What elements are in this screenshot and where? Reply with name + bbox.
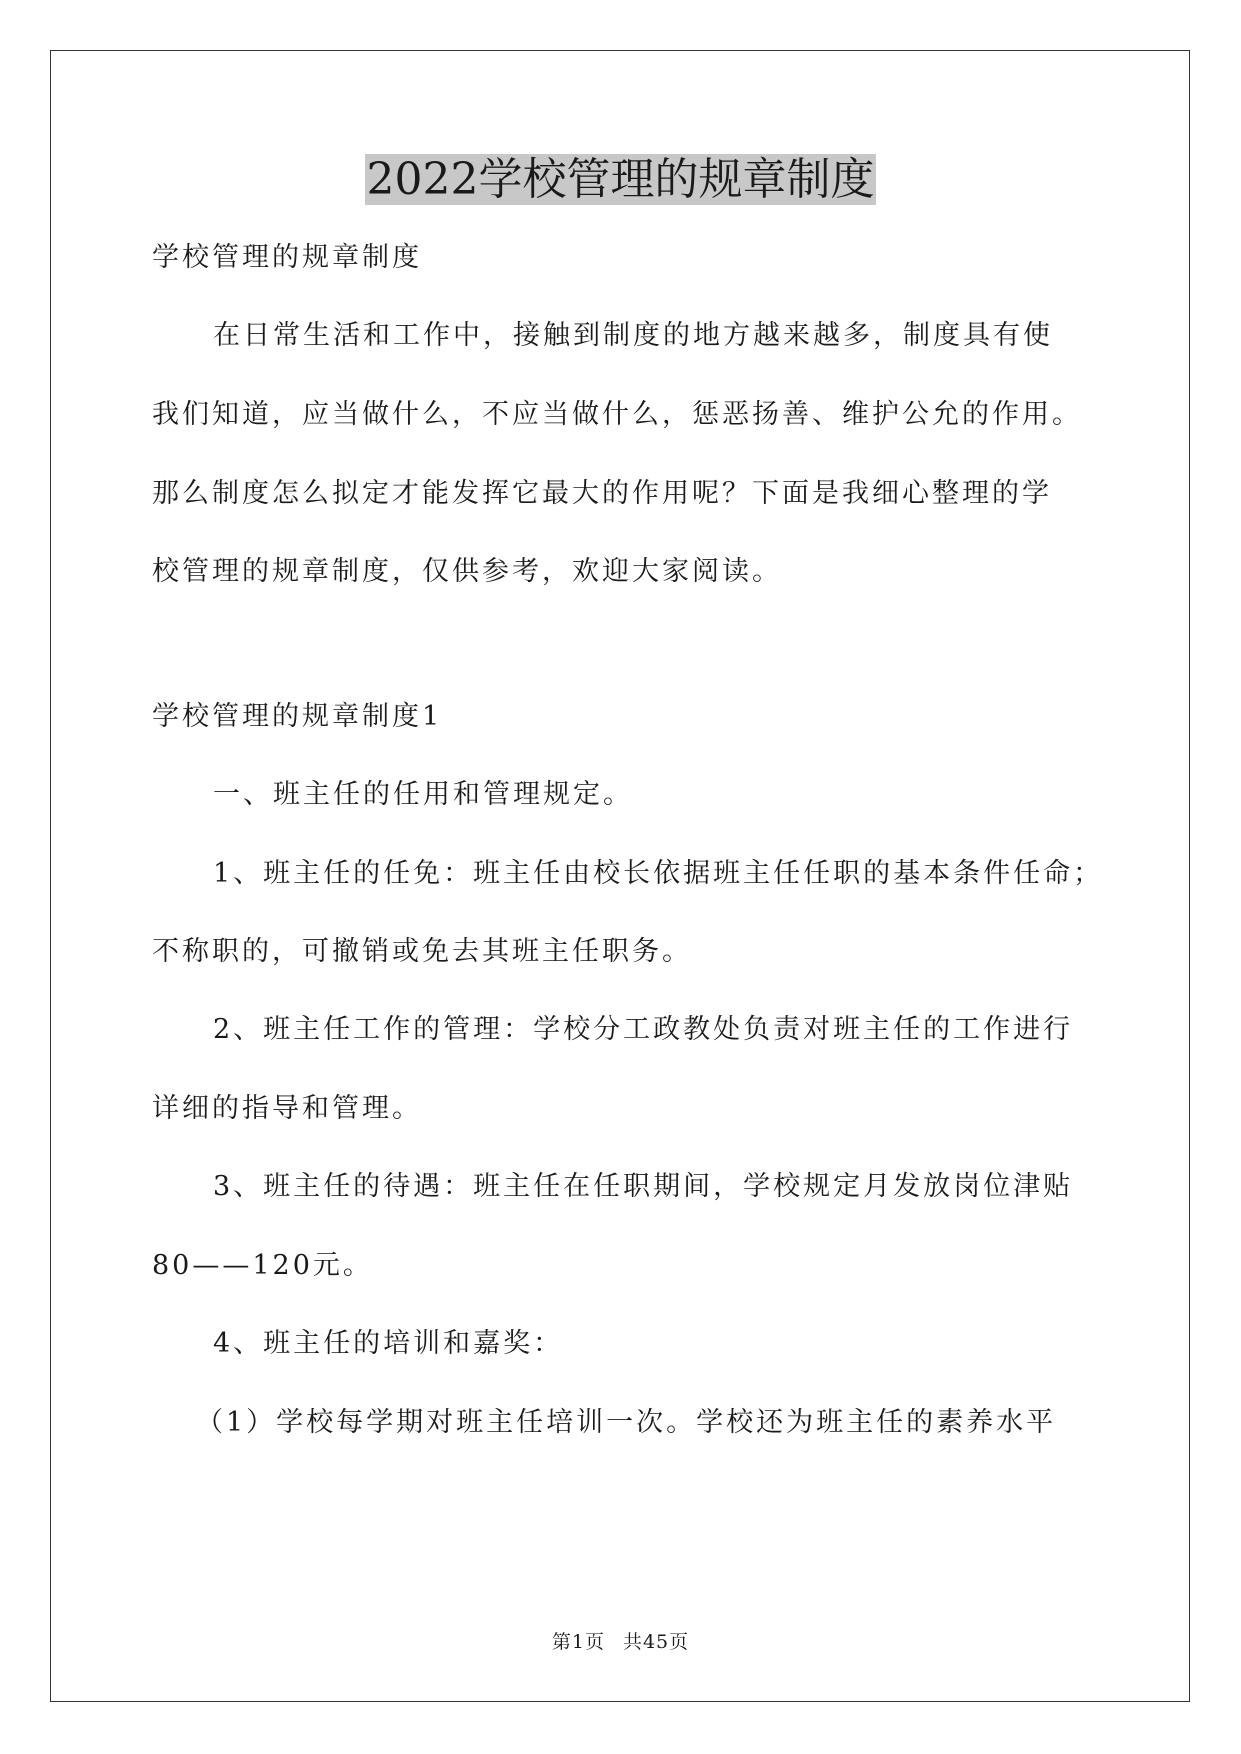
paragraph-line: 在日常生活和工作中，接触到制度的地方越来越多，制度具有使 [213, 320, 1053, 351]
page-footer [0, 1628, 1241, 1656]
paragraph-line: 2、班主任工作的管理：学校分工政教处负责对班主任的工作进行 [213, 1014, 1074, 1045]
paragraph-line: 不称职的，可撤销或免去其班主任职务。 [152, 936, 692, 967]
paragraph-line: 4、班主任的培训和嘉奖： [213, 1328, 564, 1359]
paragraph-line: 1、班主任的任免：班主任由校长依据班主任任职的基本条件任命； [213, 858, 1104, 889]
document-title [0, 150, 1241, 210]
page-total: 共45页 [622, 1631, 690, 1653]
paragraph-line: 一、班主任的任用和管理规定。 [213, 779, 633, 810]
paragraph-line: （1）学校每学期对班主任培训一次。学校还为班主任的素养水平 [196, 1407, 1057, 1438]
paragraph-line: 我们知道，应当做什么，不应当做什么，惩恶扬善、维护公允的作用。 [152, 399, 1082, 430]
paragraph-line: 80——120元。 [152, 1250, 373, 1281]
paragraph-line: 那么制度怎么拟定才能发挥它最大的作用呢？下面是我细心整理的学 [152, 478, 1052, 509]
paragraph-line: 3、班主任的待遇：班主任在任职期间，学校规定月发放岗位津贴 [213, 1171, 1074, 1202]
section-heading: 学校管理的规章制度1 [152, 701, 443, 732]
subtitle-line: 学校管理的规章制度 [152, 242, 422, 273]
document-title-text: 2022学校管理的规章制度 [366, 154, 875, 205]
paragraph-line: 详细的指导和管理。 [152, 1093, 422, 1124]
page-number: 第1页 [551, 1631, 605, 1653]
paragraph-line: 校管理的规章制度，仅供参考，欢迎大家阅读。 [152, 556, 782, 587]
